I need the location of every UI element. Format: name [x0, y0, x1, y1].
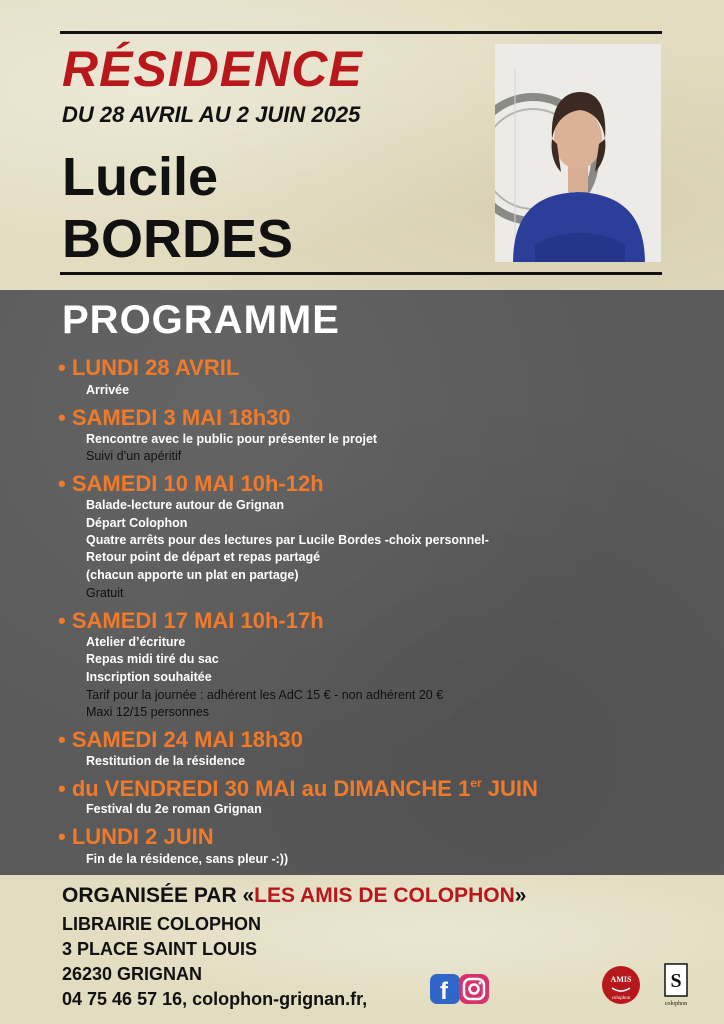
event-detail: Festival du 2e roman Grignan [86, 802, 262, 816]
event-date: • SAMEDI 3 MAI 18h30 [58, 405, 291, 430]
event-detail: Arrivée [86, 383, 130, 397]
event-detail: Retour point de départ et repas partagé [86, 550, 321, 564]
social-icons[interactable] [430, 972, 492, 1006]
programme-title: PROGRAMME [62, 298, 340, 342]
author-photo [495, 44, 661, 262]
svg-text:AMIS: AMIS [610, 975, 632, 984]
event-detail: Rencontre avec le public pour présenter le projet [86, 432, 378, 446]
author-first-name: Lucile [62, 147, 219, 207]
svg-text:S: S [670, 970, 682, 992]
bottom-rule [60, 272, 662, 275]
event-detail: Tarif pour la journée : adhérent les AdC 15 € - non adhérent 20 € [86, 688, 444, 702]
event-detail: Atelier d’écriture [86, 635, 186, 649]
event-detail: Inscription souhaitée [86, 670, 212, 684]
svg-text:colophon: colophon [664, 1001, 688, 1007]
colophon-logo-drawing [662, 962, 690, 1008]
event-detail: Restitution de la résidence [86, 754, 246, 768]
event-date-start: • du VENDREDI 30 MAI au DIMANCHE 1 [58, 776, 471, 801]
event-detail: Quatre arrêts pour des lectures par Lucile Bordes -choix personnel- [86, 533, 489, 547]
event-detail: Repas midi tiré du sac [86, 652, 219, 666]
event-date [58, 777, 538, 800]
organizer-name: LES AMIS DE COLOPHON [254, 884, 515, 907]
event-detail: Maxi 12/15 personnes [86, 705, 209, 719]
colophon-logo [662, 962, 690, 1008]
event-date-superscript: er [470, 776, 482, 790]
event-detail: Fin de la résidence, sans pleur -:)) [86, 852, 289, 866]
event-detail: (chacun apporte un plat en partage) [86, 568, 299, 582]
event-date: • LUNDI 2 JUIN [58, 824, 214, 849]
organizer-line [62, 885, 526, 906]
author-portrait-illustration [495, 44, 661, 262]
organizer-suffix: » [514, 884, 527, 907]
event-date: • SAMEDI 24 MAI 18h30 [58, 727, 303, 752]
author-last-name: BORDES [62, 209, 294, 269]
facebook-instagram-icon[interactable] [430, 972, 492, 1006]
svg-text:f: f [440, 978, 448, 1005]
contact-line: 04 75 46 57 16, colophon-grignan.fr, [62, 989, 368, 1009]
top-rule [60, 31, 662, 34]
event-detail: Balade-lecture autour de Grignan [86, 498, 284, 512]
event-date: • LUNDI 28 AVRIL [58, 355, 240, 380]
organizer-prefix: ORGANISÉE PAR « [62, 884, 255, 907]
event-date: • SAMEDI 17 MAI 10h-17h [58, 608, 324, 633]
amis-logo-drawing [602, 966, 640, 1004]
address-line-1: LIBRAIRIE COLOPHON [62, 914, 262, 934]
address-line-3: 26230 GRIGNAN [62, 964, 203, 984]
event-date-end: JUIN [481, 776, 538, 801]
address-line-2: 3 PLACE SAINT LOUIS [62, 939, 258, 959]
event-detail: Suivi d’un apéritif [86, 449, 182, 463]
amis-colophon-logo [602, 966, 640, 1004]
svg-text:colophon: colophon [611, 996, 631, 1001]
event-detail: Départ Colophon [86, 516, 188, 530]
event-detail: Gratuit [86, 586, 124, 600]
residence-title: RÉSIDENCE [62, 41, 363, 97]
event-date: • SAMEDI 10 MAI 10h-12h [58, 471, 324, 496]
residence-dates: DU 28 AVRIL AU 2 JUIN 2025 [62, 102, 361, 127]
